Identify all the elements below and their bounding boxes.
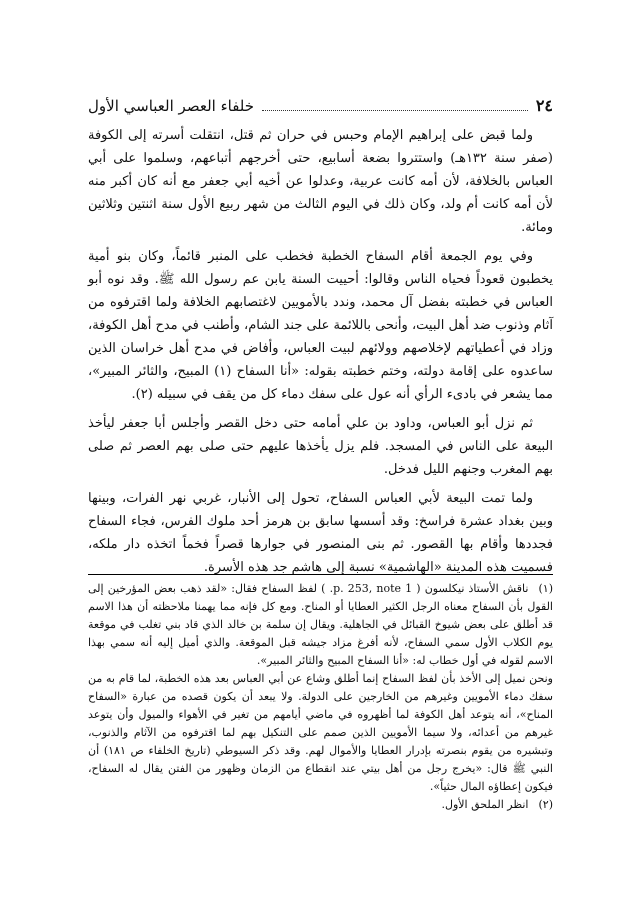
footnotes xyxy=(88,580,553,814)
footnote-marker: (٢) xyxy=(538,798,553,811)
page-number: ٢٤ xyxy=(535,96,553,115)
footnote-1-continued: ونحن نميل إلى الأخذ بأن لفظ السفاح إنما أطلق وشاع عن أبي العباس بعد هذه الخطبة، لما قام به من سفك دماء الأمويين وغيرهم من الخارجين على الدولة. ولا يبعد أن يكون قصده من عبارة «السفاح المناح»، أنه يتوعد أهل الكوفة لما أظهروه في ماضي أيامهم من تغير في الأهواء والميول وأن يتوعد غيرهم من أعدائه، ولا سيما الأمويين الذين صمم على التنكيل بهم لما اقترفوه من الآثام والذنوب، وتبشيره من يقوم بنصرته بإدرار العطايا والأموال لهم. وقد ذكر السيوطي (تاريخ الخلفاء ص ١٨١) أن النبي ﷺ قال: «يخرج رجل من أهل بيتي عند انقطاع من الزمان وظهور من الفتن يقال له السفاح، فيكون إعطاؤه المال حثياً». xyxy=(88,672,553,793)
footnote-separator xyxy=(88,574,553,575)
footnote-marker: (١) xyxy=(538,582,553,595)
running-title: خلفاء العصر العباسي الأول xyxy=(88,97,255,115)
paragraph: ثم نزل أبو العباس، وداود بن علي أمامه حتى دخل القصر وأجلس أبا جعفر ليأخذ البيعة على الناس في المسجد. فلم يزل يأخذها عليهم حتى صلى بهم العصر ثم صلى بهم المغرب وجنهم الليل فدخل. xyxy=(88,416,553,477)
main-text xyxy=(88,124,553,585)
footnote-2 xyxy=(88,796,553,814)
running-header xyxy=(88,96,553,120)
footnote-text: ناقش الأستاذ نيكلسون ( p. 253, note 1. ) لفظ السفاح فقال: «لقد ذهب بعض المؤرخين إلى القول بأن السفاح معناه الرجل الكثير العطايا أو المناح. ومع كل فإنه مما يهمنا ملاحظته أن هذا الاسم قد أطلق على بعض شيوخ القبائل في الجاهلية. ويقال إن سلمة بن خالد الذي قاد بني تغلب في موقعة يوم الكلاب الأول سمي السفاح، لأنه أفرغ مزاد جيشه قبل الموقعة. والذي أميل إليه أنه سمي بهذا الاسم لقوله في أول خطاب له: «أنا السفاح المبيح والثائر المبير». xyxy=(88,582,553,667)
paragraph: ولما قبض على إبراهيم الإمام وحبس في حران ثم قتل، انتقلت أسرته إلى الكوفة (صفر سنة ١٣٢هـ) واستتروا بضعة أسابيع، حتى أخرجهم أتباعهم، وسلموا على أبي العباس بالخلافة، لأن أمه كانت عربية، وعدلوا عن أخيه أبي جعفر مع أنه كان أكبر منه لأن أمه كانت أم ولد، وكان ذلك في اليوم الثالث من شهر ربيع الأول سنة اثنتين وثلاثين ومائة. xyxy=(88,128,553,235)
footnote-1 xyxy=(88,580,553,670)
footnote-text: انظر الملحق الأول. xyxy=(441,798,529,811)
paragraph: وفي يوم الجمعة أقام السفاح الخطبة فخطب على المنبر قائماً، وكان بنو أمية يخطبون قعوداً فحياه الناس وقالوا: أحييت السنة يابن عم رسول الله ﷺ. وقد نوه أبو العباس في خطبته بفضل آل محمد، وندد بالأمويين لاغتصابهم الخلافة ولما اقترفوه من آثام وذنوب ضد أهل البيت، وأنحى باللائمة على جند الشام، وأطنب في مدح أهل الكوفة، وزاد في أعطياتهم لإخلاصهم وولائهم لبيت العباس، وأفاض في مدح أهل خراسان الذين ساعدوه على إقامة دولته، وختم خطبته بقوله: «أنا السفاح (١) المبيح، والثائر المبير»، مما يشعر في بادىء الرأي أنه عول على سفك دماء كل من يقف في سبيله (٢). xyxy=(88,249,553,402)
paragraph: ولما تمت البيعة لأبي العباس السفاح، تحول إلى الأنبار، غربي نهر الفرات، وبينها وبين بغداد عشرة فراسخ: وقد أسسها سابق بن هرمز أحد ملوك الفرس، فجاء السفاح فجددها وأقام بها القصور. ثم بنى المنصور في جوارها قصراً فخماً اتخذه دار ملكه، فسميت هذه المدينة «الهاشمية» نسبة إلى هاشم جد هذه الأسرة. xyxy=(88,491,553,575)
header-dot-leader xyxy=(262,109,528,111)
